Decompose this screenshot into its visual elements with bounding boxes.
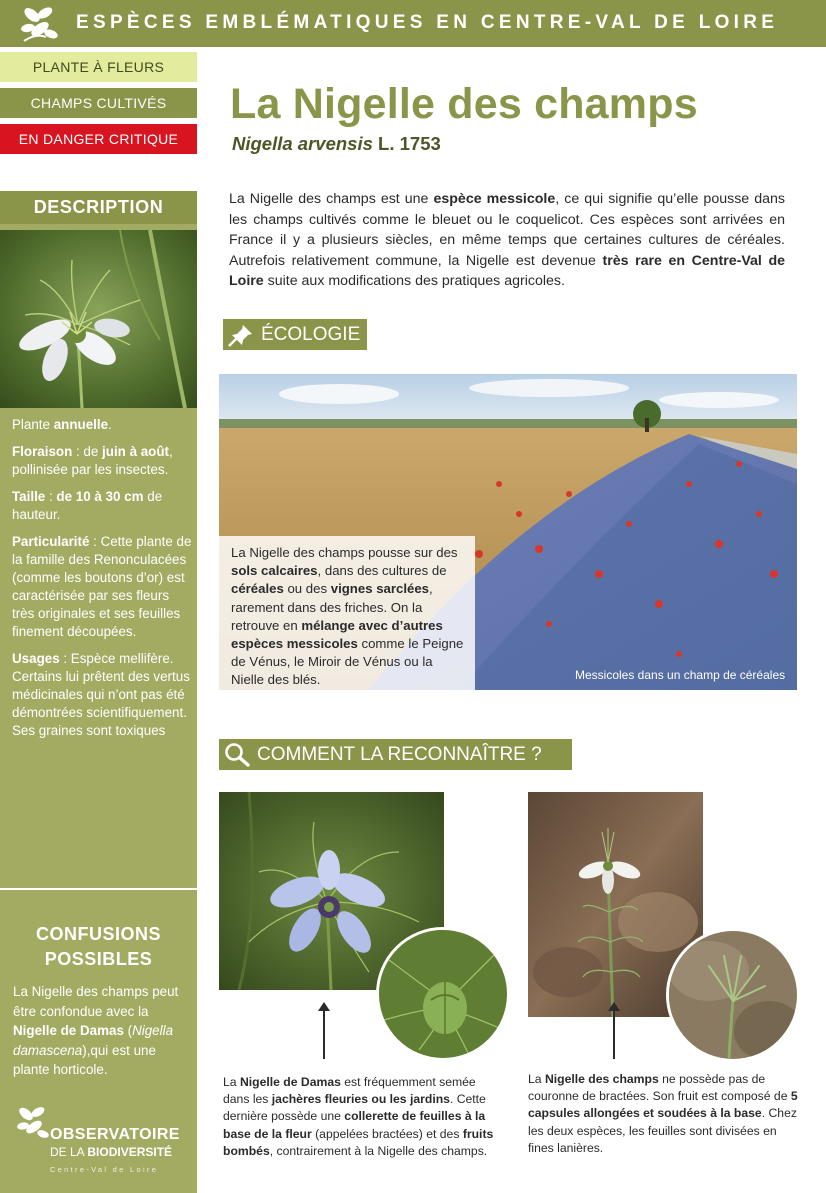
confusions-heading: CONFUSIONS POSSIBLES — [35, 924, 161, 969]
nigelle-champs-description: La Nigelle des champs ne possède pas de couronne de bractées. Son fruit est composé de 5 capsules allongées et soudées à la base. Chez les deux espèces, les feuilles sont divisées en fines lanières. — [528, 1072, 798, 1155]
arrow-up-icon — [607, 1001, 621, 1061]
description-particularity: Particularité : Cette plante de la famille des Renonculacées (comme les boutons d’or) est caractérisée par ses fleurs très originales et ses feuilles finement découpées. — [12, 534, 192, 639]
flower-photo — [0, 230, 197, 408]
description-heading: DESCRIPTION — [0, 191, 197, 224]
top-banner — [0, 0, 826, 47]
confusions-body: La Nigelle des champs peut être confondue avec la Nigelle de Damas (Nigella damascena),qui est une plante horticole. — [13, 984, 179, 1077]
description-size: Taille : de 10 à 30 cm de hauteur. — [12, 489, 163, 522]
pushpin-icon — [227, 322, 255, 348]
page-title: La Nigelle des champs — [230, 80, 698, 128]
ecologie-caption: La Nigelle des champs pousse sur des sols calcaires, dans des cultures de céréales ou des vignes sarclées, rarement dans des friches. On la retrouve en mélange avec d’autres espèces messicoles comme le Peigne de Vénus, le Miroir de Vénus ou la Nielle des blés. — [219, 536, 475, 690]
description-body — [12, 416, 192, 749]
scientific-name: Nigella arvensis L. 1753 — [232, 133, 441, 154]
photo-caption: Messicoles dans un champ de céréales — [575, 668, 786, 682]
intro-paragraph: La Nigelle des champs est une espèce messicole, ce qui signifie qu’elle pousse dans les champs cultivés comme le bleuet ou le coquelicot. Ces espèces sont arrivées en France il y a plusieurs siècles, en même temps que certaines cultures de céréales. Autrefois relativement commune, la Nigelle est devenue très rare en Centre-Val de Loire suite aux modifications des pratiques agricoles. — [229, 191, 785, 289]
nigelle-damas-description: La Nigelle de Damas est fréquemment semée dans les jachères fleuries ou les jardins. Cette dernière possède une collerette de feuilles à la base de la fleur (appelées bractées) et des fruits bombés, contrairement à la Nigelle des champs. — [223, 1075, 494, 1158]
description-uses: Usages : Espèce mellifère. Certains lui prêtent des vertus médicinales qui n’ont pas été démontrées scientifiquement. Ses graines sont toxiques — [12, 651, 190, 738]
ecologie-heading: ÉCOLOGIE — [223, 319, 367, 350]
tag-conservation-status: EN DANGER CRITIQUE — [0, 124, 197, 154]
reconnaitre-heading: COMMENT LA RECONNAÎTRE ? — [219, 739, 572, 770]
leaf-cluster-icon — [18, 3, 62, 45]
description-flowering: Floraison : de juin à août, pollinisée par les insectes. — [12, 444, 173, 477]
nigelle-damas-fruit-photo — [376, 927, 510, 1061]
observatoire-logo — [14, 1102, 184, 1180]
observatoire-line2: DE LA BIODIVERSITÉ — [50, 1145, 173, 1159]
description-lifecycle: Plante annuelle. — [12, 417, 112, 432]
nigelle-champs-fruit-photo — [666, 928, 800, 1062]
observatoire-line3: Centre-Val de Loire — [50, 1165, 159, 1174]
arrow-up-icon — [317, 1001, 331, 1061]
sidebar-divider — [0, 888, 197, 890]
tag-habitat: CHAMPS CULTIVÉS — [0, 88, 197, 118]
tag-plant-type: PLANTE À FLEURS — [0, 52, 197, 82]
banner-title: ESPÈCES EMBLÉMATIQUES EN CENTRE-VAL DE LOIRE — [76, 12, 779, 33]
leaf-cluster-icon — [14, 1104, 50, 1154]
observatoire-line1: OBSERVATOIRE — [50, 1126, 180, 1143]
magnifier-icon — [223, 742, 251, 768]
